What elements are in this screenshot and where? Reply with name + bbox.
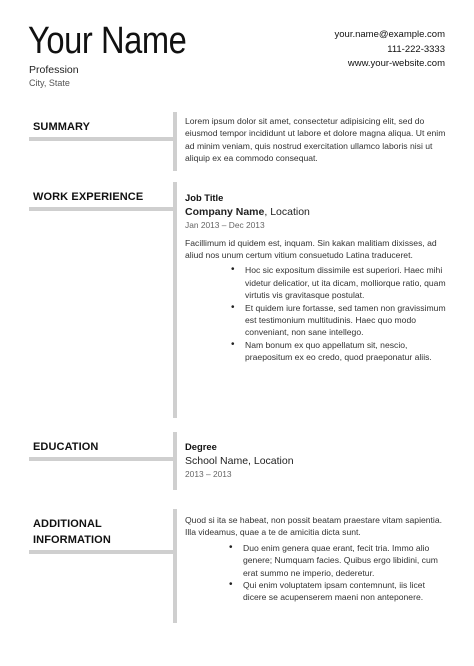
- bullet-icon: •: [231, 264, 235, 276]
- additional-bullet-list: [185, 542, 447, 604]
- summary-text: Lorem ipsum dolor sit amet, consectetur adipisicing elit, sed do eiusmod tempor incididunt ut labore et dolore magna aliqua. Ut enim ad minim veniam, quis nostrud exercitation ullamco laboris nisi ut aliquip ex ea commodo consequat.: [185, 116, 446, 164]
- job-title: Job Title: [185, 192, 224, 203]
- education-heading-rule: [29, 457, 173, 461]
- job-description: Facillimum id quidem est, inquam. Sin kakan malitiam dixisses, ad aliud nos unum certum vitium consuetudo Latina traduceret.: [185, 237, 437, 260]
- work-heading: WORK EXPERIENCE: [33, 191, 144, 203]
- education-vertical-rule: [173, 432, 177, 490]
- job-bullet-list: [185, 264, 447, 363]
- bullet-icon: •: [231, 301, 235, 313]
- company-line: [185, 205, 447, 219]
- company-location: , Location: [264, 205, 310, 218]
- bullet-icon: •: [231, 338, 235, 350]
- work-entry: [185, 192, 447, 364]
- company-name: Company Name: [185, 205, 265, 218]
- summary-heading: SUMMARY: [33, 121, 91, 133]
- work-heading-rule: [29, 207, 173, 211]
- additional-text: Quod si ita se habeat, non possit beatam praestare vitam sapientia. Illa videamus, quae a te de amicitia dicta sunt.: [185, 515, 443, 538]
- degree: Degree: [185, 441, 217, 452]
- list-item: • Duo enim genera quae erant, fecit tria. Immo alio genere; Numquam facies. Quibus ergo libidini, cum erat summo ne imperio, dederetur.: [229, 541, 438, 578]
- list-item: • Nam bonum ex quo appellatum sit, nescio, praepositum ex eo credo, quod praeponatur aliis.: [231, 338, 432, 363]
- job-dates: Jan 2013 – Dec 2013: [185, 219, 265, 230]
- profession: Profession: [29, 64, 79, 76]
- location: City, State: [29, 78, 70, 88]
- additional-entry: [185, 514, 447, 604]
- bullet-icon: •: [229, 579, 233, 591]
- additional-vertical-rule: [173, 509, 177, 623]
- education-dates: 2013 – 2013: [185, 468, 232, 479]
- list-item: • Et quidem iure fortasse, sed tamen non gravissimum est testimonium multitudinis. Haec quo modo conveniant, non sane intellego.: [231, 301, 446, 338]
- additional-heading: ADDITIONAL INFORMATION: [33, 518, 111, 546]
- school: School Name, Location: [185, 454, 294, 467]
- summary-vertical-rule: [173, 112, 177, 171]
- email[interactable]: your.name@example.com: [334, 29, 445, 40]
- phone: 111-222-3333: [387, 43, 445, 55]
- website[interactable]: www.your-website.com: [347, 58, 445, 69]
- list-item: • Qui enim voluptatem ipsam contemnunt, iis licet dicere se acupenserem maeni non anteponere.: [229, 579, 425, 603]
- contact-block: [335, 28, 446, 72]
- additional-heading-rule: [29, 550, 173, 554]
- resume-name: Your Name: [28, 20, 187, 62]
- education-entry: [185, 441, 447, 481]
- summary-heading-rule: [29, 137, 173, 141]
- education-heading: EDUCATION: [33, 441, 99, 453]
- work-vertical-rule: [173, 182, 177, 418]
- list-item: • Hoc sic expositum dissimile est superiori. Haec mihi videtur delicatior, ut ita dicam, molliorque ratio, quam virtutis vis gravitasque postulat.: [231, 264, 446, 301]
- bullet-icon: •: [229, 541, 233, 553]
